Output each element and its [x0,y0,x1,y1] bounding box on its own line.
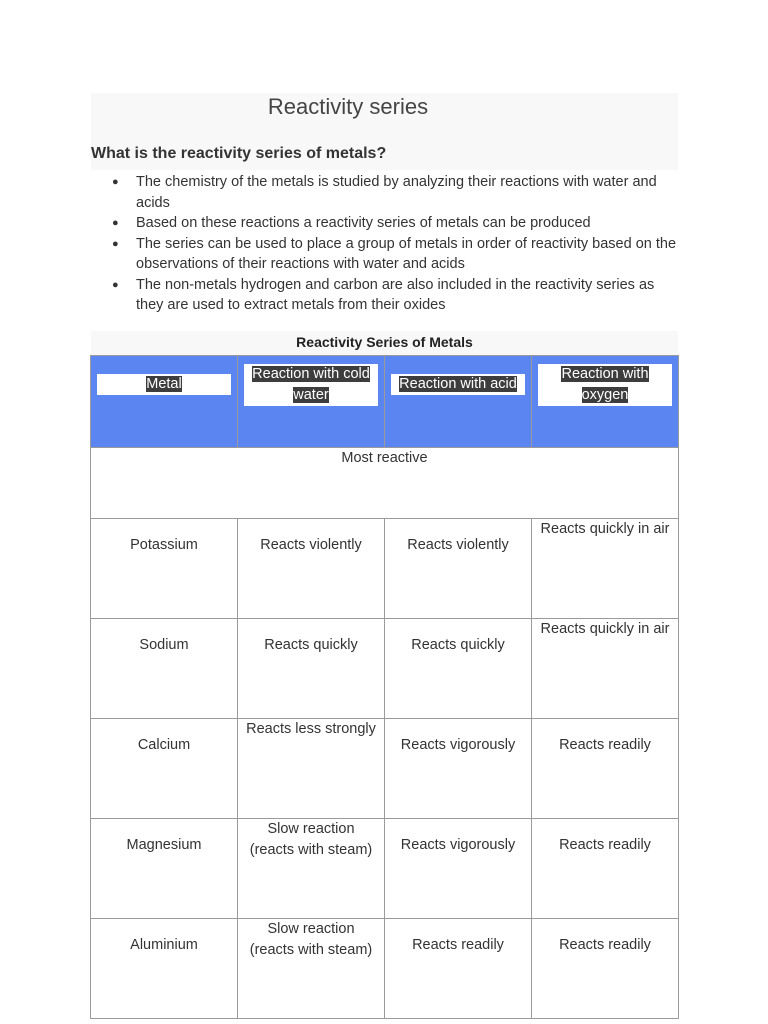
table-cell: Reacts readily [532,919,679,1019]
table-title: Reactivity Series of Metals [91,331,678,356]
header-label: Reaction with cold water [252,366,370,403]
table-cell: Reacts readily [532,719,679,819]
table-cell: Reacts quickly in air [532,519,679,619]
table-row [91,919,679,1019]
bullet-item: ● Based on these reactions a reactivity series of metals can be produced [91,213,681,234]
table-cell: Reacts vigorously [385,819,532,919]
table-row-banner [91,448,679,519]
table-cell: Potassium [91,519,238,619]
table-cell: Reacts quickly in air [532,619,679,719]
table-cell: Sodium [91,619,238,719]
table-cell: Aluminium [91,919,238,1019]
table-cell: Slow reaction (reacts with steam) [238,919,385,1019]
column-header-acid [385,356,532,448]
column-header-cold-water [238,356,385,448]
section-heading: What is the reactivity series of metals? [91,145,387,162]
table-cell: Reacts violently [238,519,385,619]
header-label: Metal [146,376,182,392]
header-chip [391,374,525,395]
table-cell: Reacts quickly [385,619,532,719]
table-row [91,619,679,719]
header-chip [97,374,231,395]
table-cell: Calcium [91,719,238,819]
bullet-item: ● The chemistry of the metals is studied by analyzing their reactions with water and acids [91,172,681,213]
bullet-list [91,172,681,316]
table-cell: Reacts less strongly [238,719,385,819]
table-row [91,819,679,919]
bullet-item: ● The non-metals hydrogen and carbon are also included in the reactivity series as they are used to extract metals from their oxides [91,275,681,316]
table-cell: Reacts readily [532,819,679,919]
table-cell: Slow reaction (reacts with steam) [238,819,385,919]
table-cell: Reacts vigorously [385,719,532,819]
table-cell: Reacts readily [385,919,532,1019]
table-cell: Reacts violently [385,519,532,619]
document-title: Reactivity series [267,94,429,119]
header-label: Reaction with acid [399,376,517,392]
header-chip [244,364,378,406]
table-cell: Reacts quickly [238,619,385,719]
table-cell: Magnesium [91,819,238,919]
table-row [91,719,679,819]
most-reactive-label: Most reactive [91,448,679,519]
table-header-row [91,356,679,448]
column-header-oxygen [532,356,679,448]
bullet-item: ● The series can be used to place a group of metals in order of reactivity based on the observations of their reactions with water and acids [91,234,681,275]
reactivity-table [90,355,679,1019]
header-chip [538,364,672,406]
table-row [91,519,679,619]
header-label: Reaction with oxygen [561,366,649,403]
column-header-metal [91,356,238,448]
